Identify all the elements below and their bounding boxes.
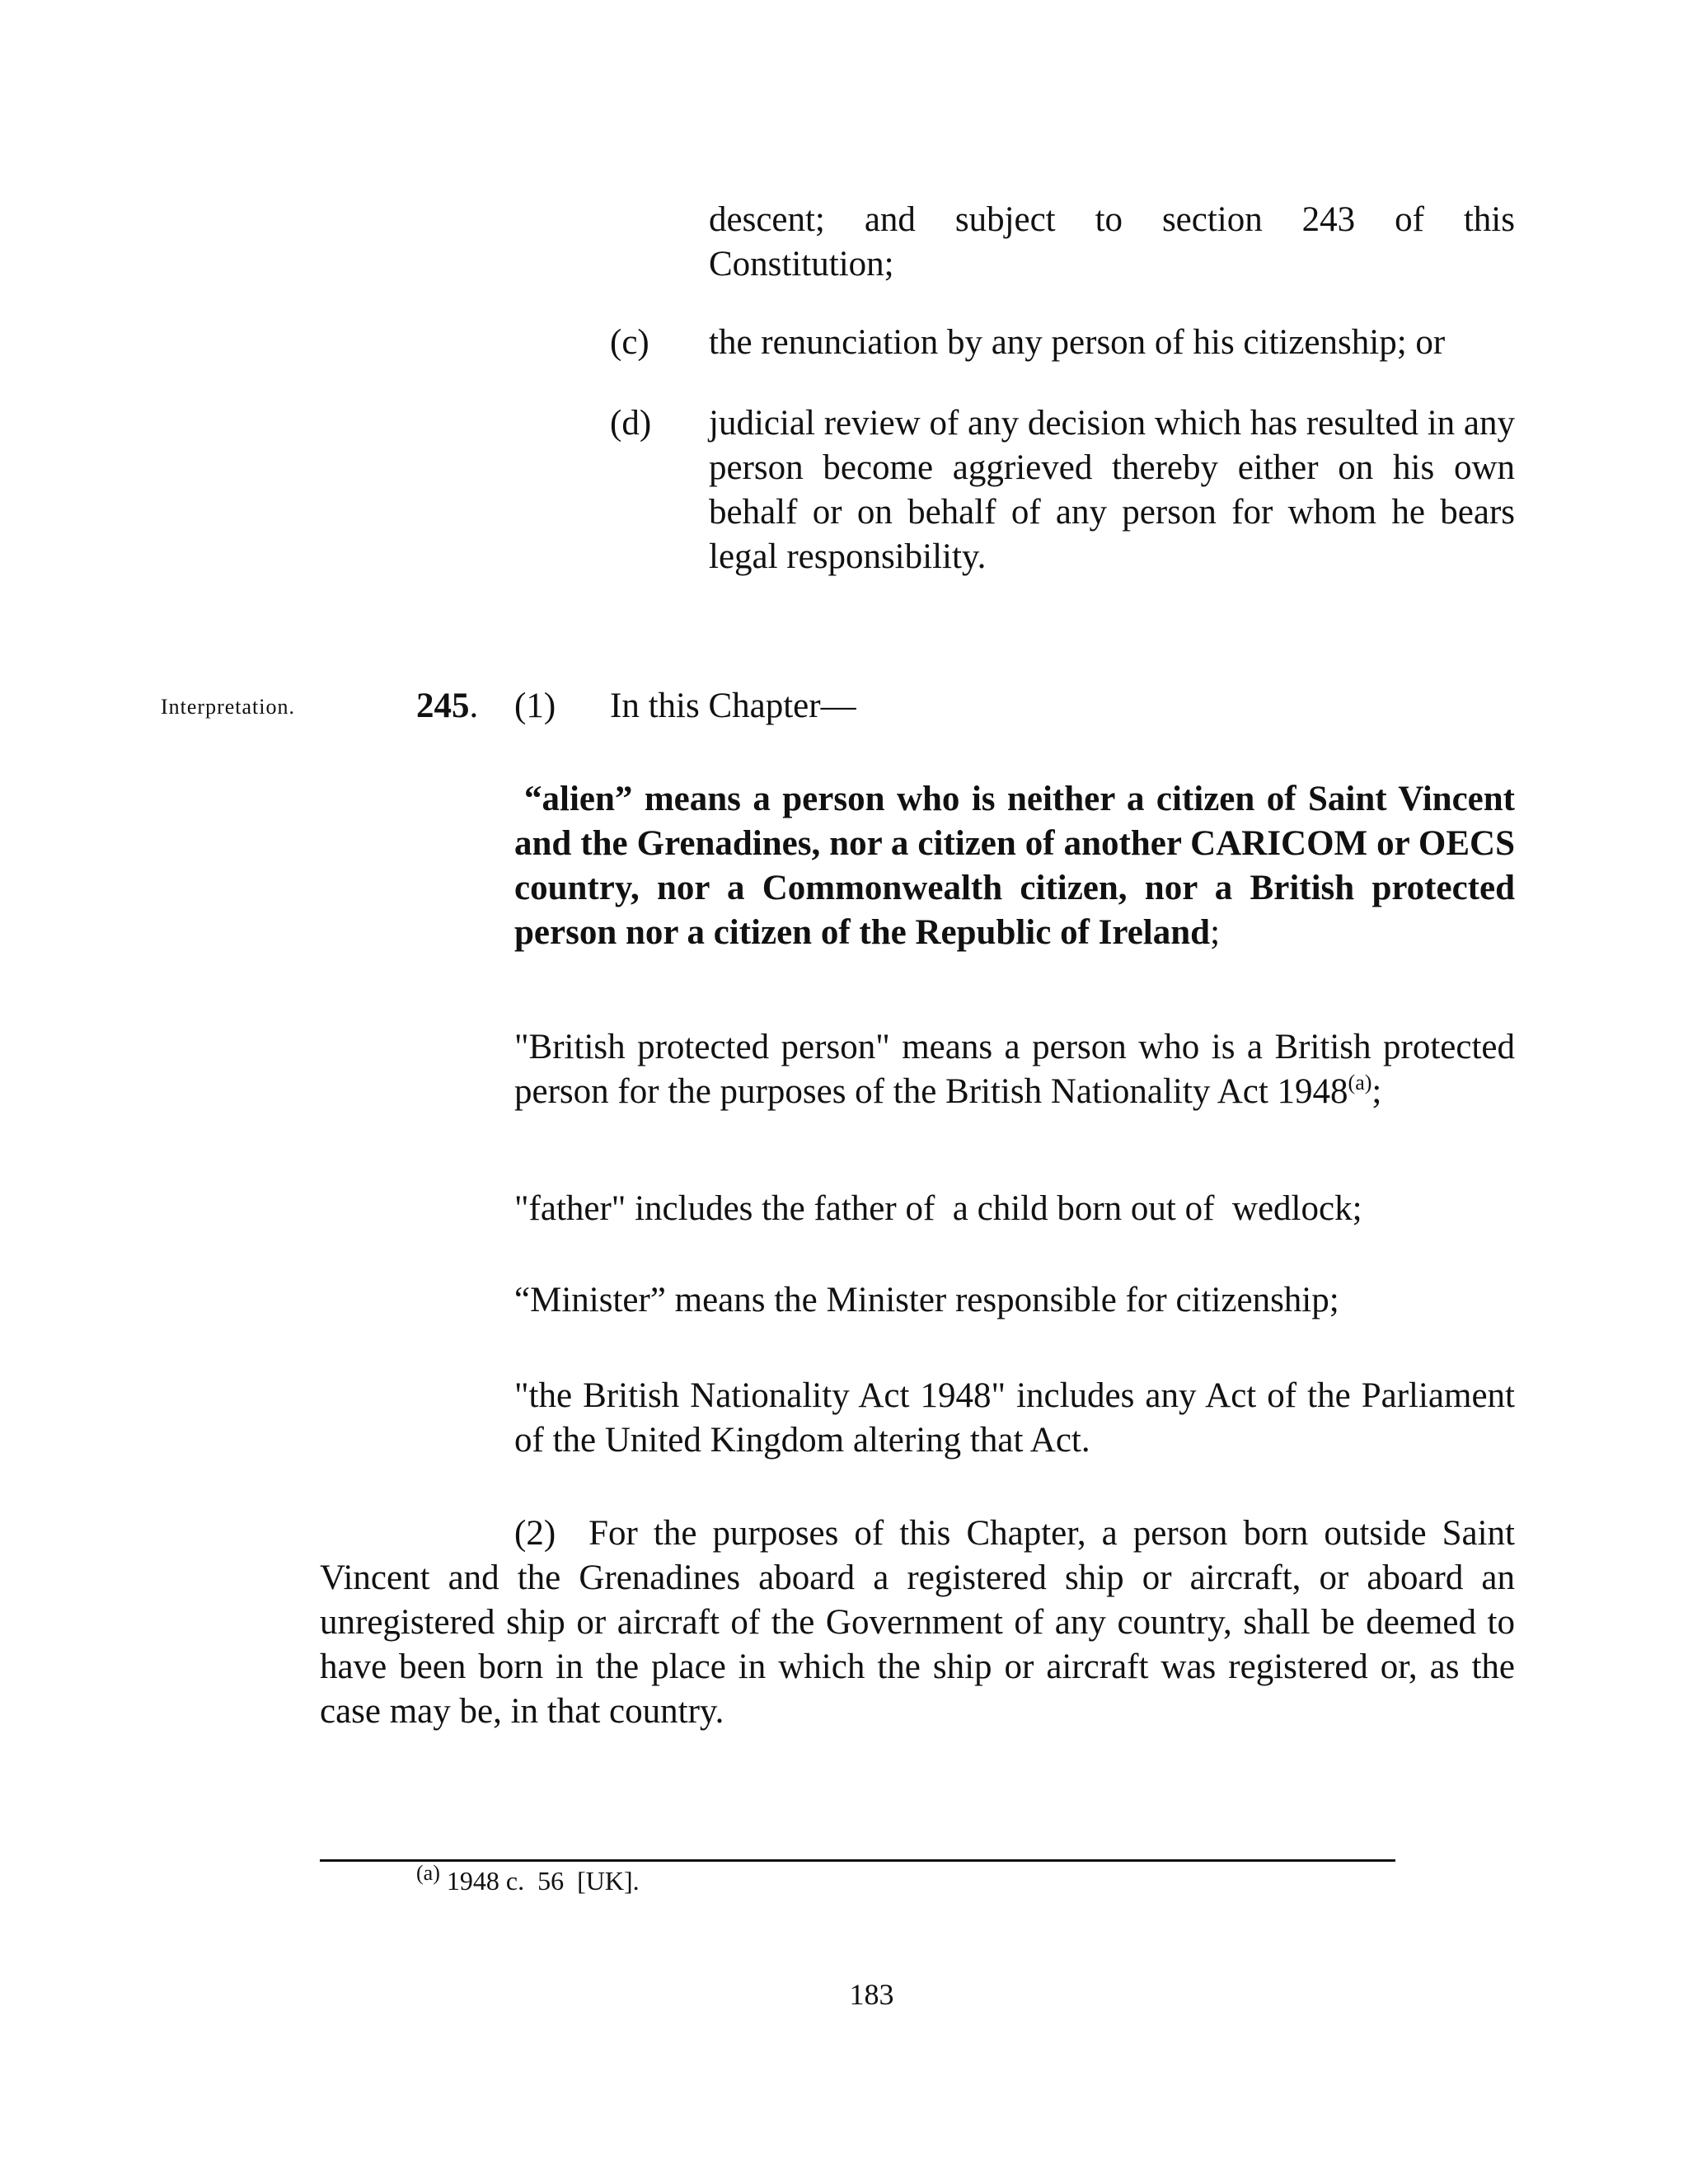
item-d-label: (d) [610, 404, 652, 443]
subsection-2-text: For the purposes of this Chapter, a person born outside Saint Vincent and the Grenadines aboard a registered ship or aircraft, or aboard an unregistered ship or aircraft of the Government of any country, shall be deemed to have been born in the place in which the ship or aircraft was registered or, as the case may be, in that country. [320, 1514, 1515, 1731]
footnote-ref-a[interactable]: (a) [1348, 1071, 1372, 1094]
definition-bpp-text: "British protected person" means a person who is a British protected person for the purposes of the British Nationality Act 1948 [514, 1028, 1515, 1111]
subsection-2 [320, 1511, 1515, 1734]
definition-alien-text: alien” means a person who is neither a citizen of Saint Vincent and the Grenadines, nor a citizen of another CARICOM or OECS country, nor a Commonwealth citizen, nor a British protected person nor a citizen of the Republic of Ireland [514, 780, 1515, 952]
section-number [416, 684, 478, 729]
footnote-marker: (a) [416, 1861, 440, 1885]
definition-alien-end: ; [1210, 913, 1221, 952]
footnote-divider [320, 1859, 1395, 1862]
footnote-a [416, 1861, 640, 1897]
section-number-suffix: . [469, 687, 479, 725]
item-c-label: (c) [610, 323, 649, 362]
item-c-text: the renunciation by any person of his citizenship; or [709, 323, 1446, 362]
definition-father: "father" includes the father of a child born out of wedlock; [514, 1189, 1362, 1228]
definition-british-protected-person [514, 1025, 1515, 1114]
definition-bpp-end: ; [1372, 1072, 1382, 1111]
definition-minister: “Minister” means the Minister responsible for citizenship; [514, 1281, 1339, 1319]
margin-note-interpretation: Interpretation. [161, 695, 295, 719]
subsection-1-label: (1) [514, 687, 556, 725]
footnote-text: 1948 c. 56 [UK]. [446, 1866, 640, 1896]
definition-alien-open-quote: “ [524, 780, 542, 818]
subsection-1-intro: In this Chapter— [610, 687, 856, 725]
item-d-text: judicial review of any decision which has resulted in any person become aggrieved thereby either on his own behalf or on behalf of any person for whom he bears legal responsibility. [709, 404, 1515, 576]
definition-alien [514, 777, 1515, 955]
subsection-2-label: (2) [514, 1514, 556, 1553]
definition-british-nationality-act: "the British Nationality Act 1948" includes any Act of the Parliament of the United Kingdom altering that Act. [514, 1376, 1515, 1460]
section-number-value: 245 [416, 687, 470, 725]
item-b-continuation: descent; and subject to section 243 of this Constitution; [709, 200, 1515, 284]
page-number: 183 [849, 1978, 894, 2011]
